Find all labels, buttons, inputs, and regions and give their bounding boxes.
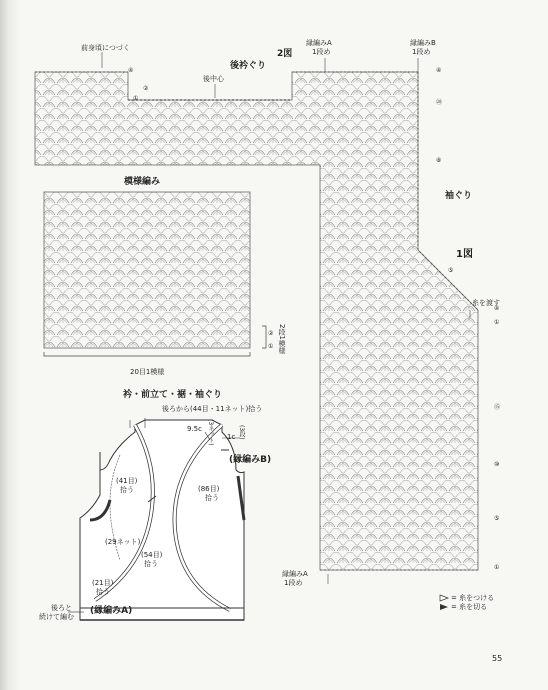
row-marker: ⑳ (436, 99, 443, 106)
row-marker: ② (143, 85, 149, 92)
edge-a-bottom-label: 縁編みA (282, 570, 308, 578)
rows-repeat-label: 2段1模様 (278, 324, 286, 354)
pick-54-label: (54目) (141, 551, 163, 559)
back-neck-label: 後衿ぐり (230, 61, 267, 71)
row-marker: ④ (128, 67, 134, 74)
legend-attach-label: = 糸をつける (451, 594, 495, 602)
pick-54-sub-label: 拾う (144, 560, 158, 568)
page-number: 55 (492, 654, 503, 663)
row-marker: ⑧ (436, 157, 442, 164)
row-marker: ① (494, 564, 500, 571)
armhole-label: 袖ぐり (445, 191, 473, 201)
dim-95c-label: 9.5c (187, 425, 202, 433)
figure-1-label: 1図 (456, 249, 473, 260)
row-marker: ④ (494, 305, 500, 312)
figure-2-label: 2図 (277, 49, 293, 59)
row-marker: ② (268, 330, 274, 337)
row-marker: ⑩ (494, 461, 500, 468)
dim-1c-sub-label: (3段) (238, 425, 245, 440)
row-marker: ① (494, 319, 500, 326)
front-continue-label: 前身頃につづく (81, 44, 130, 52)
back-center-label: 後中心 (203, 75, 224, 83)
row-marker: ① (133, 95, 139, 102)
pattern-repeat-label: 20目1模様 (130, 368, 165, 376)
edge-a-top-label: 縁編みA (306, 39, 332, 47)
row-marker: ⑮ (494, 404, 501, 411)
dim-95c-sub-label: (3ネット) (207, 419, 214, 446)
pick-41-label: (41目) (116, 477, 138, 485)
pattern-stitch-label: 模様編み (124, 177, 161, 187)
edge-b-diagram-label: (縁編みB) (229, 455, 272, 465)
row-marker: ① (268, 343, 274, 350)
edge-a-bottom-row1-label: 1段め (284, 579, 303, 587)
pickup-back-label: 後ろから(44目・11ネット)拾う (162, 405, 263, 413)
net-29-label: (29ネット) (105, 538, 141, 546)
legend-symbols (440, 595, 448, 610)
pick-41-sub-label: 拾う (120, 486, 134, 494)
row-marker: ⑤ (494, 515, 500, 522)
row-marker: ④ (436, 67, 442, 74)
legend-cut-label: = 糸を切る (451, 603, 488, 611)
attach-yarn-label: 糸を渡す (472, 299, 500, 307)
edge-a-row1-label: 1段め (312, 48, 331, 56)
pick-86-sub-label: 拾う (205, 494, 219, 502)
edge-b-top-label: 縁編みB (410, 39, 436, 47)
pick-86-label: (86目) (198, 485, 220, 493)
pick-21-sub-label: 拾う (96, 588, 110, 596)
assembly-diagram (68, 418, 244, 620)
row-marker: ⑤ (448, 267, 454, 274)
dim-1c-label: 1c (227, 433, 236, 441)
continue-back-label: 後ろと (51, 604, 72, 612)
assembly-title: 衿・前立て・裾・袖ぐり (123, 390, 223, 400)
continue-knit-label: 続けて編む (39, 613, 74, 621)
pick-21-label: (21目) (92, 579, 114, 587)
pattern-swatch-chart (44, 192, 266, 356)
edge-a-diagram-label: (縁編みA) (90, 606, 133, 616)
edge-b-row1-label: 1段め (412, 48, 431, 56)
